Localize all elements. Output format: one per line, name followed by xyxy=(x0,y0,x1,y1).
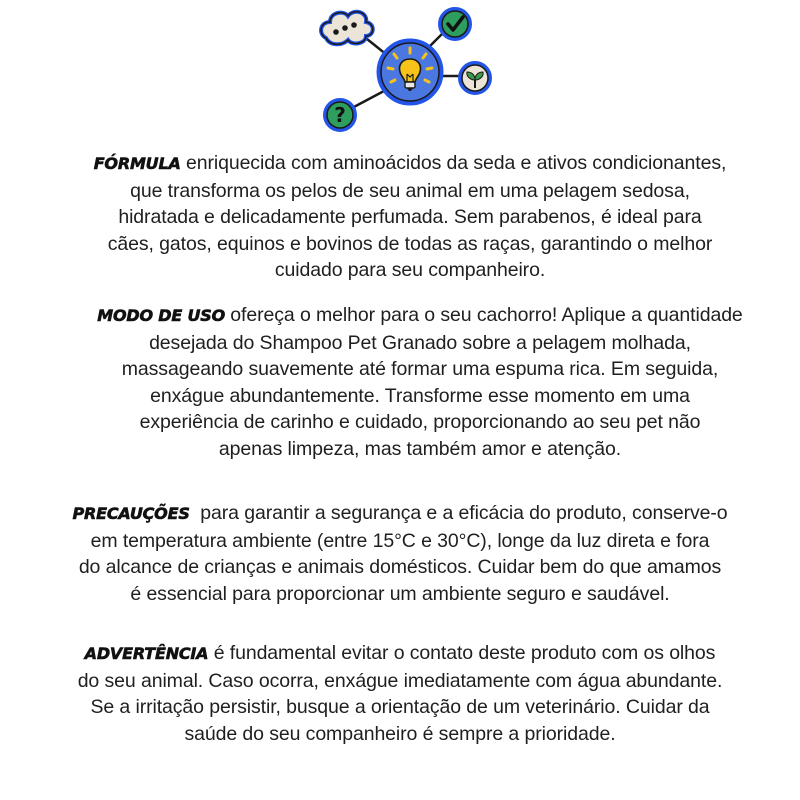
formula-line-5: cuidado para seu companheiro. xyxy=(274,259,546,281)
precautions-line-3: do alcance de crianças e animais domésticos. Cuidar bem do que amamos xyxy=(78,556,722,578)
usage-heading: MODO DE USO xyxy=(97,306,225,325)
usage-line-5: experiência de carinho e cuidado, proporcionando ao seu pet não xyxy=(139,411,701,433)
warning-line-1: ADVERTÊNCIA é fundamental evitar o contato deste produto com os olhos xyxy=(84,642,716,664)
warning-section xyxy=(0,640,800,747)
thought-cloud-icon xyxy=(321,12,373,45)
precautions-line-1: PRECAUÇÕES para garantir a segurança e a eficácia do produto, conserve-o xyxy=(72,502,728,524)
usage-line-4: enxágue abundantemente. Transforme esse momento em uma xyxy=(150,384,690,407)
lightbulb-hub-icon xyxy=(379,41,441,103)
precautions-line-4: é essencial para proporcionar um ambiente seguro e saudável. xyxy=(130,582,670,605)
idea-network-icon xyxy=(312,4,492,134)
usage-line-2: desejada do Shampoo Pet Granado sobre a pelagem molhada, xyxy=(149,331,691,354)
sprout-circle-icon xyxy=(460,63,490,93)
warning-heading: ADVERTÊNCIA xyxy=(84,644,209,663)
formula-line-1: FÓRMULA enriquecida com aminoácidos da seda e ativos condicionantes, xyxy=(93,152,727,174)
formula-line-4: cães, gatos, equinos e bovinos de todas as raças, garantindo o melhor xyxy=(107,232,713,255)
formula-line-3: hidratada e delicadamente perfumada. Sem parabenos, é ideal para xyxy=(118,206,702,228)
formula-section xyxy=(20,150,800,284)
svg-text:?: ? xyxy=(334,103,346,127)
formula-heading: FÓRMULA xyxy=(93,154,181,173)
precautions-heading: PRECAUÇÕES xyxy=(72,504,190,523)
formula-line-2: que transforma os pelos de seu animal em uma pelagem sedosa, xyxy=(130,179,690,202)
precautions-line-2: em temperatura ambiente (entre 15°C e 30°C), longe da luz direta e fora xyxy=(90,529,710,552)
warning-line-2: do seu animal. Caso ocorra, enxágue imediatamente com água abundante. xyxy=(77,669,723,692)
check-circle-icon xyxy=(440,9,470,39)
precautions-section xyxy=(0,500,800,607)
question-circle-icon xyxy=(325,100,355,130)
warning-line-3: Se a irritação persistir, busque a orientação de um veterinário. Cuidar da xyxy=(90,696,710,718)
usage-line-1: MODO DE USO ofereça o melhor para o seu cachorro! Aplique a quantidade xyxy=(97,304,743,326)
warning-line-4: saúde do seu companheiro é sempre a prioridade. xyxy=(184,722,616,745)
idea-network-svg xyxy=(312,4,492,134)
usage-line-3: massageando suavemente até formar uma espuma rica. Em seguida, xyxy=(121,358,719,380)
usage-section xyxy=(40,302,800,462)
usage-line-6: apenas limpeza, mas também amor e atenção. xyxy=(218,437,622,460)
